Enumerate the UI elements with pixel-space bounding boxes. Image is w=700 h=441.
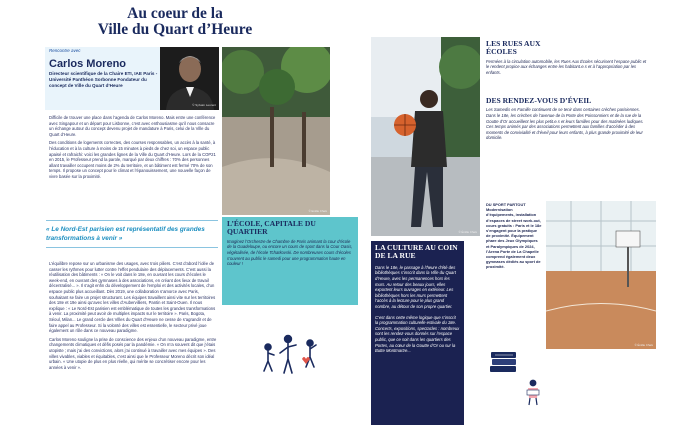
sports-hall-photo — [546, 201, 656, 349]
title-line-2: Ville du Quart d’Heure — [97, 21, 253, 38]
rues-body: Fermées à la circulation automobile, les Rues Aux Écoles sécurisent l’espace public et le rendent propice aux échanges entre les habitant.e.s et à l’appropriation par les enfants. — [486, 58, 647, 75]
photo-credit: © Emilie Chaix — [308, 209, 327, 213]
culture-box — [371, 241, 464, 425]
interviewee-name: Carlos Moreno — [49, 58, 127, 70]
page-title — [0, 6, 350, 38]
schoolyard-photo — [222, 47, 330, 215]
eveil-heading: DES RENDEZ-VOUS D’ÉVEIL — [486, 96, 592, 105]
portrait-photo — [160, 47, 219, 110]
pull-quote: « Le Nord-Est parisien est représentatif des grandes transformations à venir » — [46, 220, 218, 248]
rencontre-label: Rencontre avec — [49, 48, 81, 53]
paragraph: L’équilibre repose sur un urbanisme des usages, avec trois piliers. C’est d’abord l’idée de casser les rythmes pour lutter contre l’effet pendulaire des déplacements. C’est aussi la réutilisation des bâtiments : « On le voit dans le 18e, en ouvrant les cours d’écoles le week-end, en ouvrant des gymnases à des associations, en créant des lieux de travail décentralisé... ». Il s’agit enfin du développement de l’emploi et des activités locales, d’un espace public plus accueillant. Dès 2019, une collaboration s’amorce avec Paris, souhaitant se faire un projet structurant. Les équipes travaillent ainsi vite sur les territoires des 18e et 19e ainsi qu’avec les villes d’Aubervilliers, Pantin et Saint-Ouen. Il nous explique : « Le Nord-Est parisien est emblématique de toutes les grandes transformations à venir. La proximité peut avoir de multiples impacts sur le territoire ». Paris, Bogota, Séoul, Milan... Le grand cercle des Villes du Quart d’Heure ne cesse de s’agrandir et de faire appel au Professeur. Si la volonté des villes est essentielle, le secteur privé joue également un rôle dans ce nouveau paradigme. — [49, 261, 216, 334]
eveil-body: Les Samedis en Famille continuent de se tenir dans certaines crèches parisiennes. Dans le 18e, les crèches de l’avenue de la Porte des Poissonniers et de la rue de la Goutte d’Or accueillent les plus petit.e.s et leurs familles pour des matinées ludiques. Ces temps animés par des associations permettent aux familles d’accéder à des moments de convivialité et d’éveil pour leurs enfants, à plus grande proximité de leur domicile. — [486, 107, 644, 141]
reader-illustration-icon — [524, 378, 542, 406]
rues-heading: LES RUES AUX ÉCOLES — [486, 39, 541, 57]
paragraph: Difficile de trouver une place dans l’agenda de Carlos Moreno. Mais entre une conférence avec Singapour et un départ pour Lisbonne, c’est avec enthousiasme qu’il nous consacre un échange autour du concept devenu projet de mandature à Paris, celui de la Ville du Quart d’Heure. — [49, 115, 216, 137]
eveil-section — [486, 97, 649, 141]
photo-credit: © Émilie Chaix — [458, 230, 477, 234]
culture-heading: LA CULTURE AU COIN DE LA RUE — [375, 243, 458, 261]
paragraph: Des conditions de logements correctes, des courses responsables, un accès à la santé, à l’éducation et à la culture à moins de 15 minutes à pieds de chez soi, un espace public apaisé et rafraichi: voici les grandes lignes de la Ville du Quart d’Heure. Lors de la COP21 en 2015, le Professeur prend la parole, marqué par deux chiffres : 70% des personnes allant travailler occupent moins de 2% du territoire, et un bâtiment est fermé 70% de son temps. Il propose un concept pour le climat et l’épanouissement, une nouvelle façon de vivre basée sur la proximité. — [49, 140, 216, 179]
intro-text — [49, 115, 217, 183]
interviewee-role: Directeur scientifique de la Chaire ETI, IAE Paris - Université Panthéon Sorbonne Fondateur du concept de Ville du Quart d’Heure — [49, 71, 158, 88]
child-basketball-photo — [371, 37, 480, 236]
person-silhouette-icon — [160, 47, 219, 110]
ecole-body: Imaginez l’Orchestre de Chambre de Paris animant la cour d’école de la Guadeloupe, ou encore un cours de sport dans la Cour Oasis, végétalisée, de l’école Tchaïkovski. De nombreuses cours d’écoles s’ouvrent au public le samedi pour une programmation haute en couleur ! — [227, 238, 353, 267]
body-text — [49, 261, 217, 373]
paragraph: C’est dans cette même logique que s’inscrit la programmation culturelle estivale du 18e. Concerts, expositions, spectacles : nombreux sont les rendez-vous donnés sur l’espace public, que ce soit dans les quartiers des Portes, au cœur de la Goutte d’Or ou sur la Butte Montmartre... — [375, 314, 460, 354]
culture-body — [375, 265, 460, 354]
sport-section: DU SPORT PARTOUT Modernisation d’équipements, installation d’espaces de street work-out, cours gratuits : Paris et le 18e s’engagent pour la pratique de proximité. Équipement phare des Jeux Olympiques et Paralympiques de 2024, l’Arena Porte de La Chapelle comprend également deux gymnases dédiés au sport de proximité. — [486, 202, 542, 270]
ecole-heading: L’ÉCOLE, CAPITALE DU QUARTIER — [227, 219, 316, 237]
paragraph: Carlos Moreno souligne la prise de conscience des enjeux d’un nouveau paradigme, entre changements climatiques et défis posés par la pandémie. « On m’a souvent dit que j’étais utopiste ; mais j’ai des convictions, alors j’ai continué à travailler avec mes équipes ». Des villes vivables, viables et équitables, c’est ainsi que le Professeur Moreno décrit son idéal urbain. « Une utopie de plus en plus réelle, qui mérite se concrétiser encore pour les années à venir ». — [49, 336, 217, 370]
ecole-box — [222, 217, 358, 305]
photo-credit: © Émilie Chaix — [634, 343, 653, 347]
paragraph: Dans le 18e, le passage à l’heure d’été des bibliothèques s’inscrit dans la Ville du Quart d’Heure, avec les permanences hors les murs. Au retour des beaux jours, elles exportent leurs ouvrages en extérieur. Les bibliothèques hors les murs permettent l’accès à la lecture pour le plus grand nombre, au détour de son propre quartier. — [375, 264, 456, 309]
books-icon — [487, 346, 521, 376]
title-line-1: Au coeur de la — [127, 5, 223, 22]
rues-section — [486, 40, 648, 76]
portrait-credit: © Sylvain Leurent — [192, 103, 216, 107]
family-illustration-icon — [258, 333, 324, 375]
